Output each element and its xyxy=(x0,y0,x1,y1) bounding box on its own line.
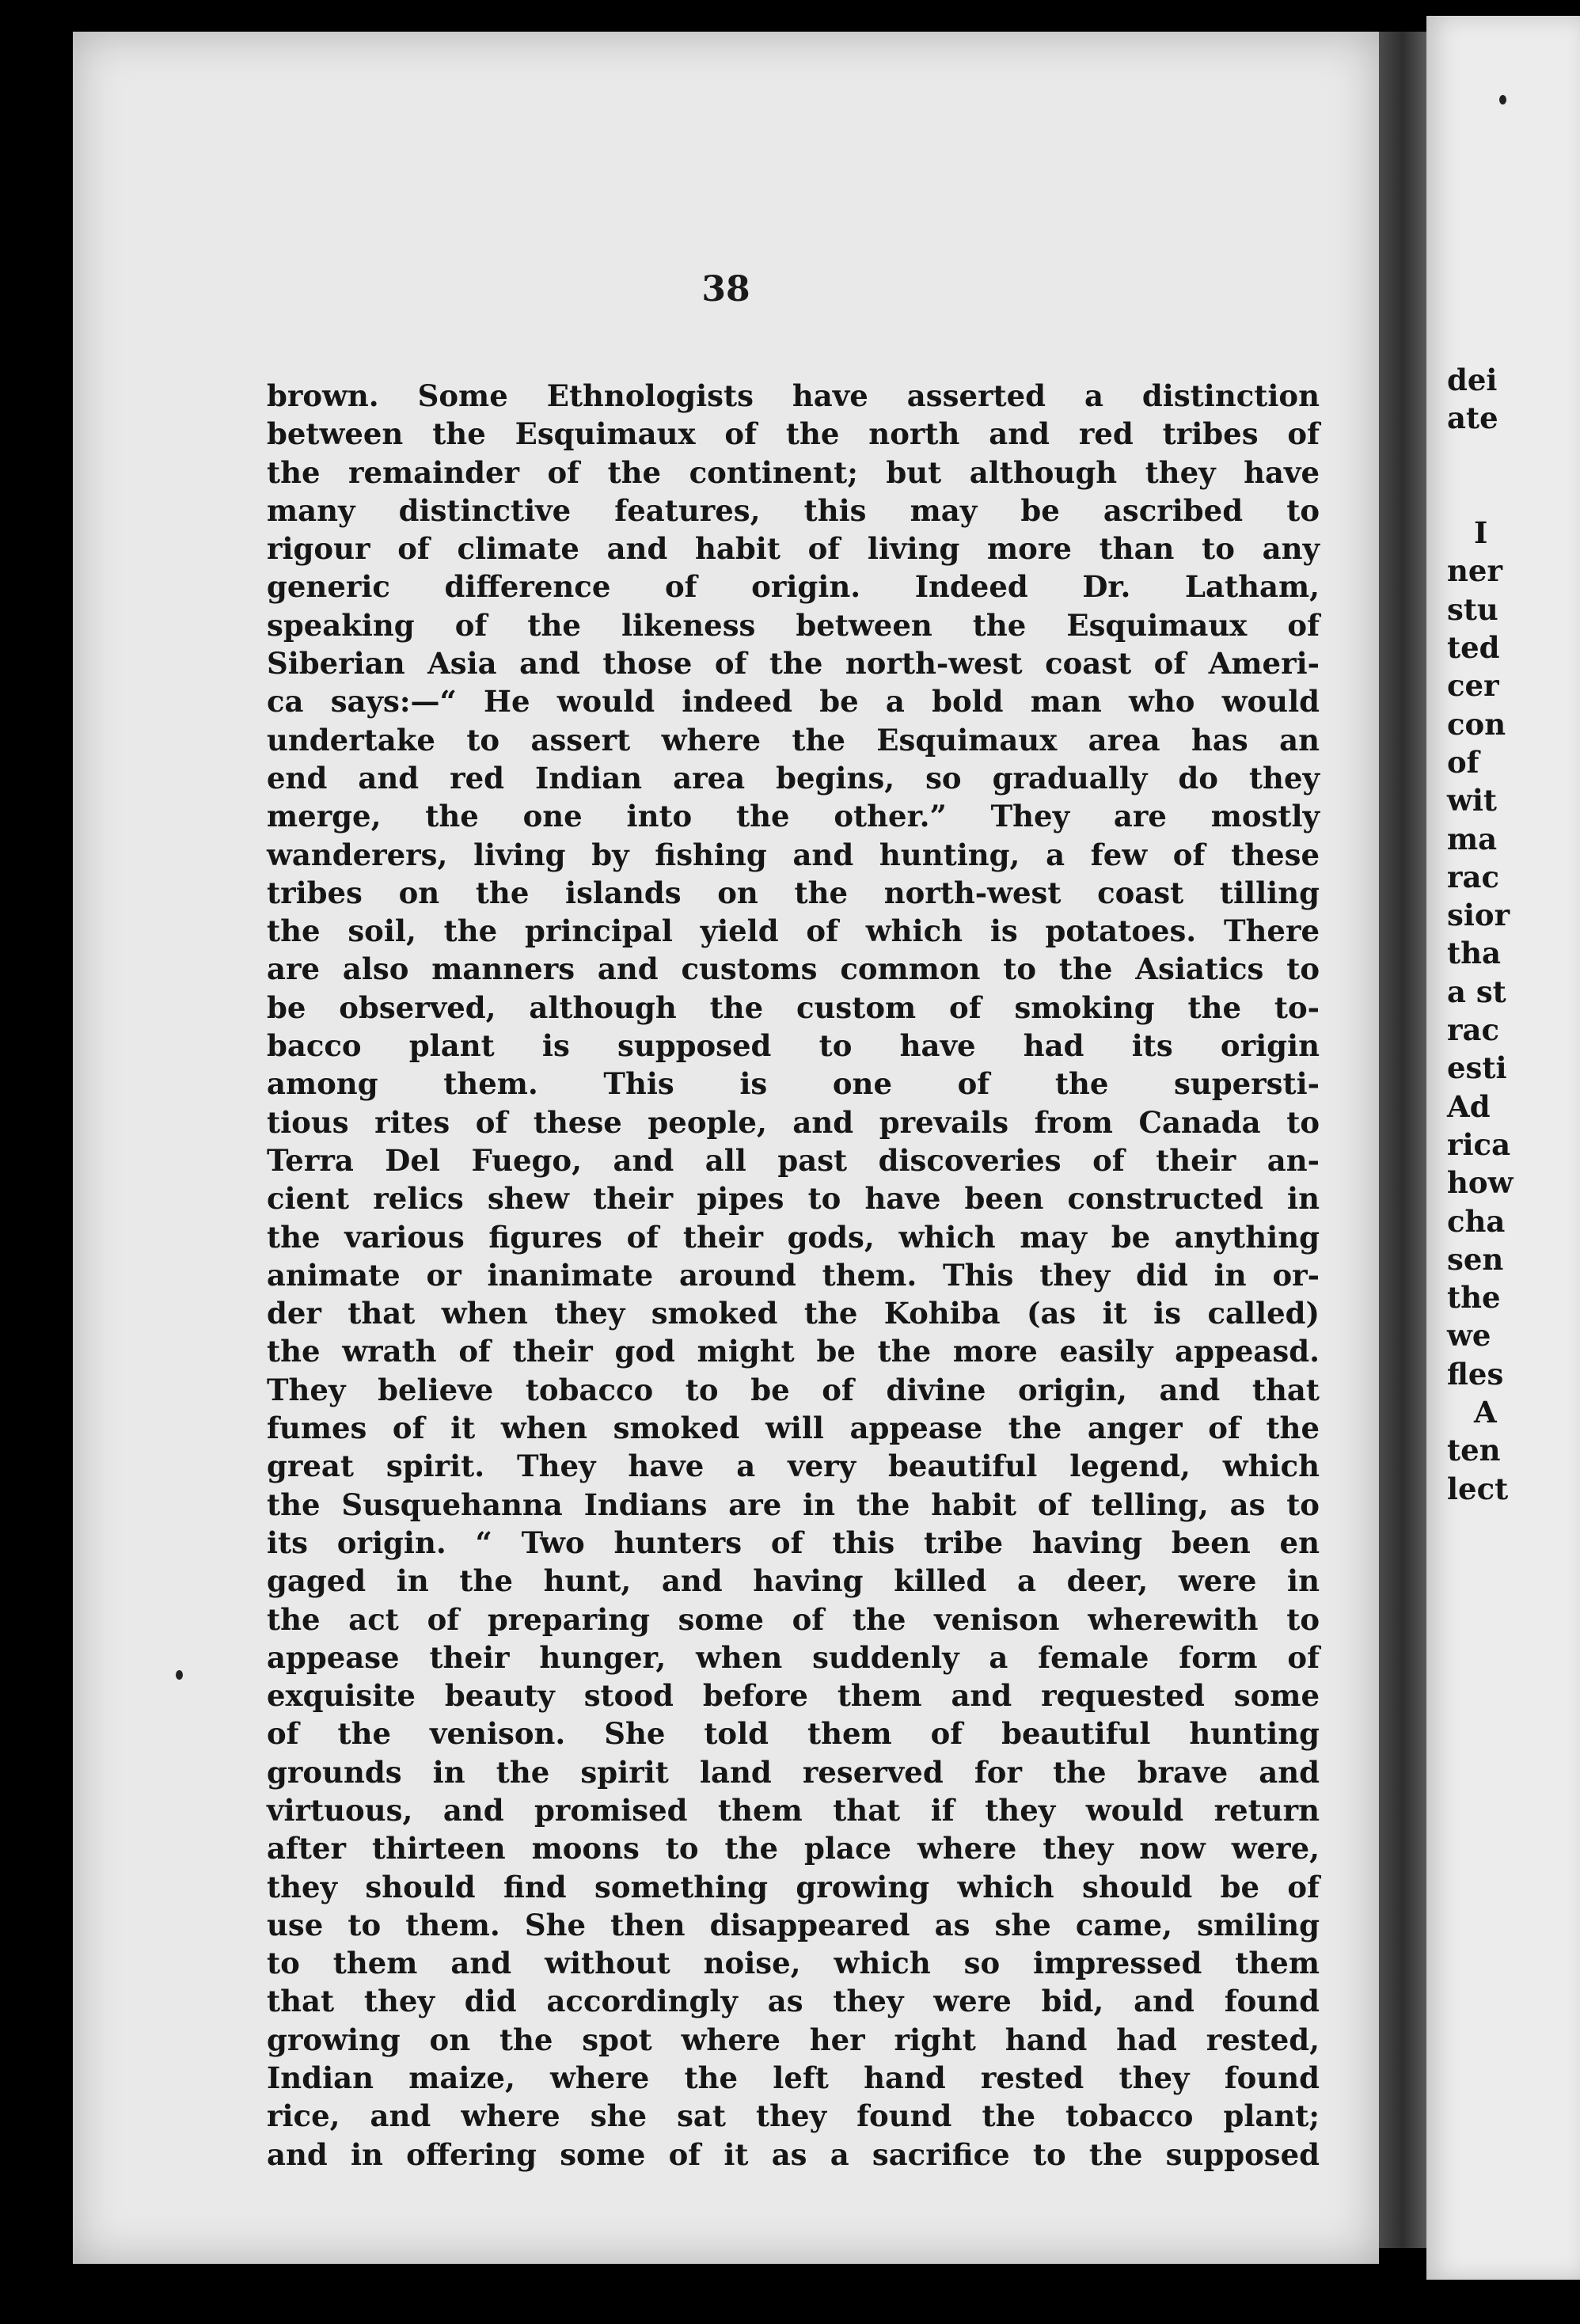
text-line: animate or inanimate around them. This they did in or- xyxy=(267,1257,1320,1293)
text-line-fragment: rac xyxy=(1447,1012,1499,1048)
text-line-fragment: stu xyxy=(1447,591,1498,627)
text-line: speaking of the likeness between the Esquimaux of xyxy=(267,607,1320,643)
text-line-fragment: sior xyxy=(1447,898,1510,933)
text-line: of the venison. She told them of beautiful hunting xyxy=(267,1716,1320,1752)
text-line: the Susquehanna Indians are in the habit of telling, as to xyxy=(267,1487,1320,1522)
text-line-fragment: ted xyxy=(1447,630,1500,666)
text-line-fragment: tha xyxy=(1447,936,1501,971)
text-line: brown. Some Ethnologists have asserted a distinction xyxy=(267,378,1320,413)
text-line-fragment: A xyxy=(1474,1395,1497,1430)
body-text xyxy=(267,377,1320,2174)
page-number: 38 xyxy=(701,269,750,309)
text-line-fragment: ten xyxy=(1447,1433,1501,1468)
text-line: among them. This is one of the supersti- xyxy=(267,1066,1320,1102)
text-line: undertake to assert where the Esquimaux area has an xyxy=(267,722,1320,758)
text-line-fragment: sen xyxy=(1447,1241,1504,1277)
text-line: virtuous, and promised them that if they would return xyxy=(267,1792,1320,1828)
right-page-partial xyxy=(1426,16,1580,2280)
text-line: be observed, although the custom of smoking the to- xyxy=(267,989,1320,1025)
text-line-fragment: ner xyxy=(1447,553,1502,589)
text-line-fragment: cha xyxy=(1447,1203,1506,1239)
text-line: use to them. She then disappeared as she came, smiling xyxy=(267,1907,1320,1942)
text-line: der that when they smoked the Kohiba (as it is called) xyxy=(267,1296,1320,1331)
book-gutter xyxy=(1379,32,1426,2248)
text-line-fragment: ma xyxy=(1447,821,1498,856)
text-line-fragment: fles xyxy=(1447,1356,1504,1392)
text-line: that they did accordingly as they were bid, and found xyxy=(267,1984,1320,2019)
text-line: wanderers, living by fishing and hunting, a few of these xyxy=(267,837,1320,872)
text-line: gaged in the hunt, and having killed a deer, were in xyxy=(267,1563,1320,1599)
text-line: the remainder of the continent; but although they have xyxy=(267,454,1320,490)
text-line: Indian maize, where the left hand rested they found xyxy=(267,2060,1320,2096)
text-line: the various figures of their gods, which may be anything xyxy=(267,1219,1320,1255)
text-line: fumes of it when smoked will appease the anger of the xyxy=(267,1411,1320,1446)
text-line: Siberian Asia and those of the north-west coast of Ameri- xyxy=(267,646,1320,682)
text-line: tribes on the islands on the north-west coast tilling xyxy=(267,875,1320,910)
text-line-fragment: I xyxy=(1474,515,1488,551)
text-line: bacco plant is supposed to have had its origin xyxy=(267,1028,1320,1064)
text-line: growing on the spot where her right hand had rested, xyxy=(267,2022,1320,2057)
text-line: end and red Indian area begins, so gradually do they xyxy=(267,760,1320,796)
text-line: merge, the one into the other.” They are mostly xyxy=(267,799,1320,834)
text-line-fragment: rica xyxy=(1447,1126,1511,1162)
text-line: and in offering some of it as a sacrifice to the supposed xyxy=(267,2136,1320,2172)
text-line-fragment: ate xyxy=(1447,401,1498,436)
text-line: great spirit. They have a very beautiful legend, which xyxy=(267,1449,1320,1484)
text-line: rice, and where she sat they found the tobacco plant; xyxy=(267,2098,1320,2134)
text-line-fragment: of xyxy=(1447,744,1479,780)
text-line-fragment: a st xyxy=(1447,974,1506,1009)
text-line: they should find something growing which should be of xyxy=(267,1869,1320,1904)
text-line-fragment: lect xyxy=(1447,1471,1509,1506)
text-line: cient relics shew their pipes to have been constructed in xyxy=(267,1181,1320,1217)
text-line: the wrath of their god might be the more easily appeasd. xyxy=(267,1334,1320,1369)
text-line-fragment: rac xyxy=(1447,859,1499,894)
text-line: They believe tobacco to be of divine origin, and that xyxy=(267,1372,1320,1407)
text-line-fragment: dei xyxy=(1447,363,1498,397)
text-line: many distinctive features, this may be ascribed to xyxy=(267,492,1320,528)
text-line-fragment: esti xyxy=(1447,1050,1507,1086)
text-line-fragment: the xyxy=(1447,1280,1501,1316)
text-line: the act of preparing some of the venison wherewith to xyxy=(267,1601,1320,1637)
text-line: exquisite beauty stood before them and requested some xyxy=(267,1678,1320,1714)
text-line-fragment: wit xyxy=(1447,783,1497,818)
text-line-fragment xyxy=(1447,438,1513,476)
text-line: are also manners and customs common to the Asiatics to xyxy=(267,951,1320,987)
text-line-fragment: Ad xyxy=(1447,1088,1491,1124)
text-line: grounds in the spirit land reserved for the brave and xyxy=(267,1754,1320,1790)
text-line-fragment xyxy=(1447,476,1513,514)
text-line: between the Esquimaux of the north and red tribes of xyxy=(267,416,1320,452)
right-page-text xyxy=(1447,361,1513,1508)
text-line-fragment: con xyxy=(1447,706,1506,742)
ink-speck xyxy=(1499,95,1506,104)
text-line: Terra Del Fuego, and all past discoveries of their an- xyxy=(267,1142,1320,1178)
text-line-fragment: how xyxy=(1447,1165,1514,1201)
text-line: to them and without noise, which so impressed them xyxy=(267,1946,1320,1981)
text-line: rigour of climate and habit of living more than to any xyxy=(267,531,1320,567)
text-line: ca says:—“ He would indeed be a bold man who would xyxy=(267,684,1320,720)
text-line: appease their hunger, when suddenly a female form of xyxy=(267,1639,1320,1675)
text-line: tious rites of these people, and prevails from Canada to xyxy=(267,1104,1320,1140)
text-line-fragment: cer xyxy=(1447,668,1499,704)
text-line-fragment: we xyxy=(1447,1318,1491,1354)
ink-speck xyxy=(176,1670,183,1680)
text-line: after thirteen moons to the place where they now were, xyxy=(267,1831,1320,1866)
text-line: generic difference of origin. Indeed Dr. Latham, xyxy=(267,569,1320,605)
text-line: its origin. “ Two hunters of this tribe having been en xyxy=(267,1525,1320,1560)
left-page xyxy=(73,32,1379,2264)
text-line: the soil, the principal yield of which is potatoes. There xyxy=(267,913,1320,949)
